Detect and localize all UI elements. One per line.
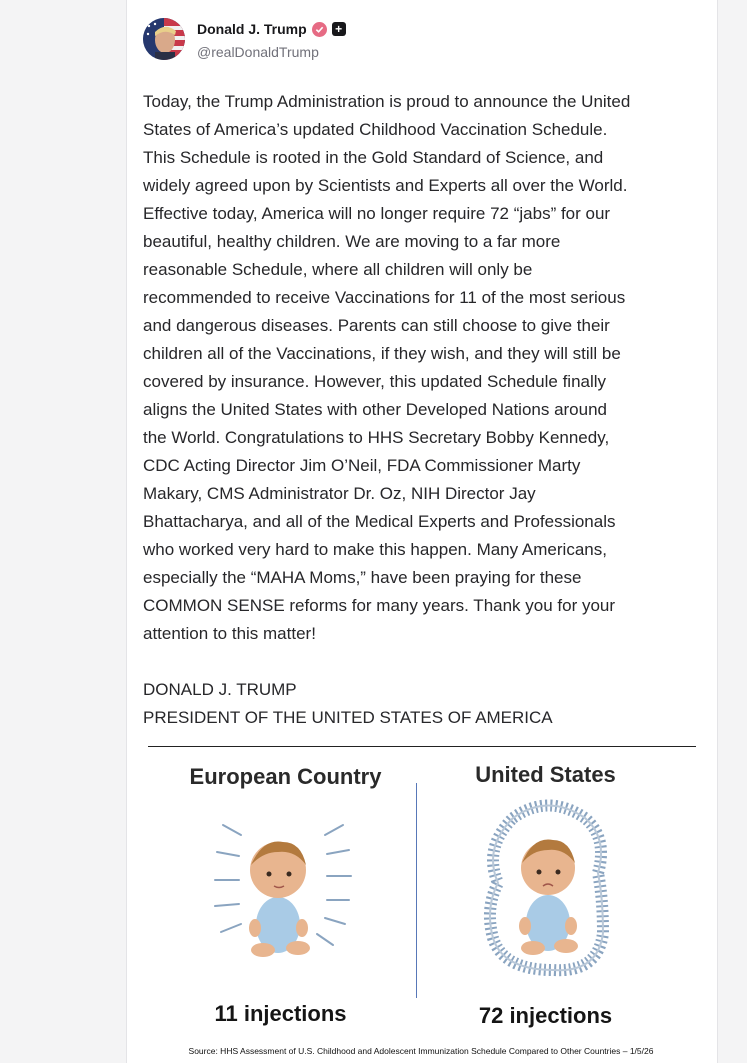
source-caption: Source: HHS Assessment of U.S. Childhood and Adolescent Immunization Schedule Compared to Other Countries – 1/5/26 — [188, 1046, 654, 1056]
left-column-title: European Country — [189, 764, 382, 789]
author-handle[interactable]: @realDonaldTrump — [197, 44, 319, 60]
column-divider — [416, 783, 417, 998]
baby-with-few-syringes-illustration — [203, 810, 363, 970]
image-top-rule — [148, 746, 696, 747]
baby-surrounded-by-syringes-illustration — [473, 798, 623, 978]
post-signature — [143, 676, 703, 732]
signature-name: DONALD J. TRUMP — [143, 680, 297, 699]
plus-badge-icon: + — [332, 22, 346, 36]
vaccine-comparison-image[interactable] — [143, 740, 699, 1063]
left-injection-count: 11 injections — [214, 1001, 347, 1026]
post-body: Today, the Trump Administration is proud to announce the United States of America’s updated Childhood Vaccination Schedule. This Schedule is rooted in the Gold Standard of Science, and widely agreed upon by Scientists and Experts all over the World. Effective today, America will no longer require 72 “jabs” for our beautiful, healthy children. We are moving to a far more reasonable Schedule, where all children will only be recommended to receive Vaccinations for 11 of the most serious and dangerous diseases. Parents can still choose to give their children all of the Vaccinations, if they wish, and they will still be covered by insurance. However, this updated Schedule finally aligns the United States with other Developed Nations around the World. Congratulations to HHS Secretary Bobby Kennedy, CDC Acting Director Jim O’Neil, FDA Commissioner Marty Makary, CMS Administrator Dr. Oz, NIH Director Jay Bhattacharya, and all of the Medical Experts and Professionals who worked very hard to make this happen. Many Americans, especially the “MAHA Moms,” have been praying for these COMMON SENSE reforms for many years. Thank you for your attention to this matter! — [143, 92, 631, 643]
signature-title: PRESIDENT OF THE UNITED STATES OF AMERICA — [143, 708, 553, 727]
author-name[interactable]: Donald J. Trump — [197, 21, 307, 37]
author-row — [197, 21, 346, 37]
right-injection-count: 72 injections — [478, 1003, 613, 1028]
verified-badge-icon — [312, 22, 327, 37]
avatar[interactable] — [143, 18, 185, 60]
right-column-title: United States — [475, 762, 616, 787]
